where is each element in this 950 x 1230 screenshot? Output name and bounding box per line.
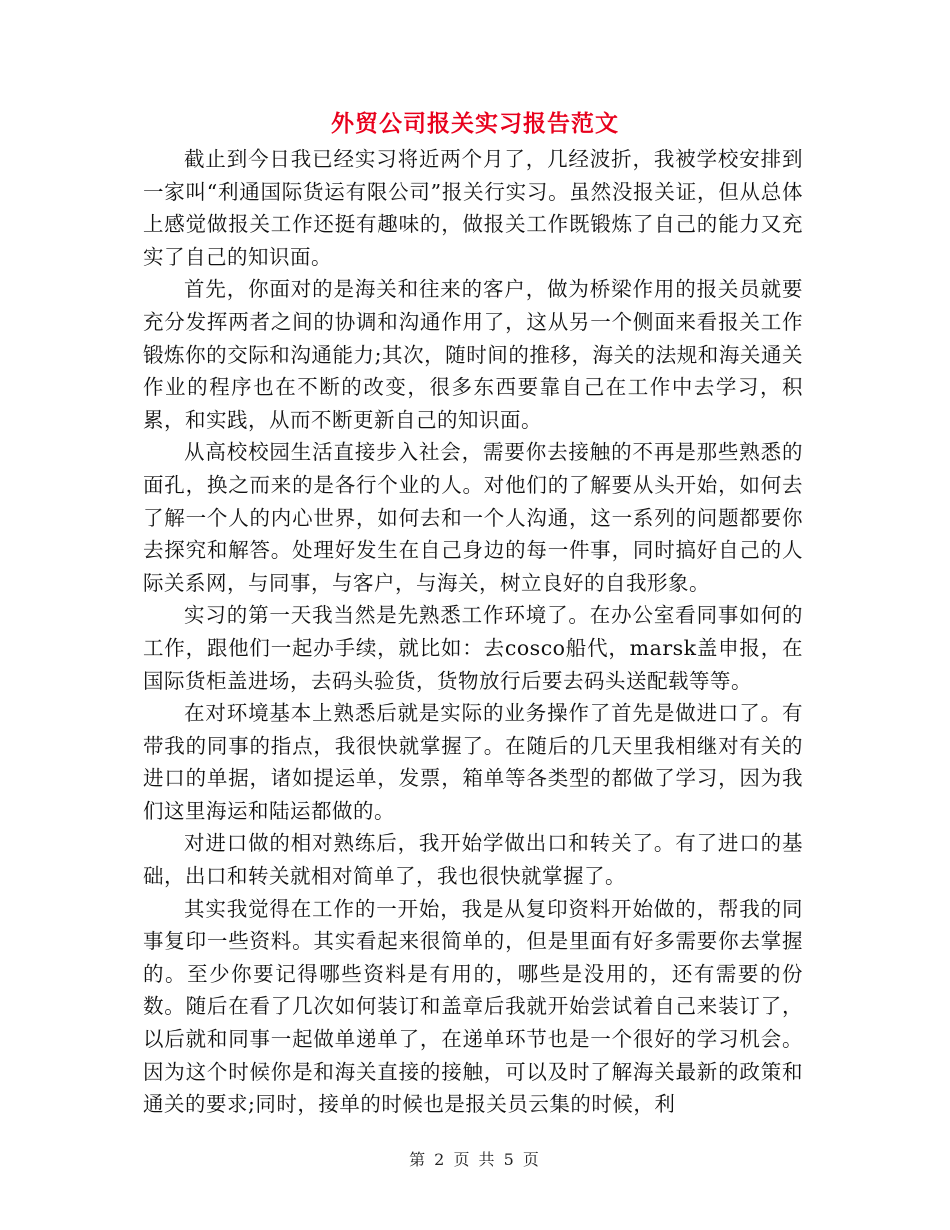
paragraph-2: 首先，你面对的是海关和往来的客户，做为桥梁作用的报关员就要充分发挥两者之间的协调和沟通作用了，这从另一个侧面来看报关工作锻炼你的交际和沟通能力;其次，随时间的推移，海关的法规和海关通关作业的程序也在不断的改变，很多东西要靠自己在工作中去学习，积累，和实践，从而不断更新自己的知识面。 [143,277,803,432]
document-title: 外贸公司报关实习报告范文 [331,110,619,137]
paragraph-7: 其实我觉得在工作的一开始，我是从复印资料开始做的，帮我的同事复印一些资料。其实看起来很简单的，但是里面有好多需要你去掌握的。至少你要记得哪些资料是有用的，哪些是没用的，还有需要的份数。随后在看了几次如何装订和盖章后我就开始尝试着自己来装订了，以后就和同事一起做单递单了，在递单环节也是一个很好的学习机会。因为这个时候你是和海关直接的接触，可以及时了解海关最新的政策和通关的要求;同时，接单的时候也是报关员云集的时候，利 [143,896,803,1117]
paragraph-5: 在对环境基本上熟悉后就是实际的业务操作了首先是做进口了。有带我的同事的指点，我很快就掌握了。在随后的几天里我相继对有关的进口的单据，诸如提运单，发票，箱单等各类型的都做了学习，因为我们这里海运和陆运都做的。 [143,701,803,823]
paragraph-4: 实习的第一天我当然是先熟悉工作环境了。在办公室看同事如何的工作，跟他们一起办手续，就比如：去cosco船代，marsk盖申报，在国际货柜盖进场，去码头验货，货物放行后要去码头送配载等等。 [143,603,803,693]
paragraph-1: 截止到今日我已经实习将近两个月了，几经波折，我被学校安排到一家叫“利通国际货运有限公司”报关行实习。虽然没报关证，但从总体上感觉做报关工作还挺有趣味的，做报关工作既锻炼了自己的能力又充实了自己的知识面。 [143,147,803,269]
paragraph-3: 从高校校园生活直接步入社会，需要你去接触的不再是那些熟悉的面孔，换之而来的是各行个业的人。对他们的了解要从头开始，如何去了解一个人的内心世界，如何去和一个人沟通，这一系列的问题都要你去探究和解答。处理好发生在自己身边的每一件事，同时搞好自己的人际关系网，与同事，与客户，与海关，树立良好的自我形象。 [143,440,803,595]
paragraph-6: 对进口做的相对熟练后，我开始学做出口和转关了。有了进口的基础，出口和转关就相对简单了，我也很快就掌握了。 [143,831,803,889]
page-number-footer: 第 2 页 共 5 页 [409,1150,541,1169]
document-body [143,143,803,1121]
